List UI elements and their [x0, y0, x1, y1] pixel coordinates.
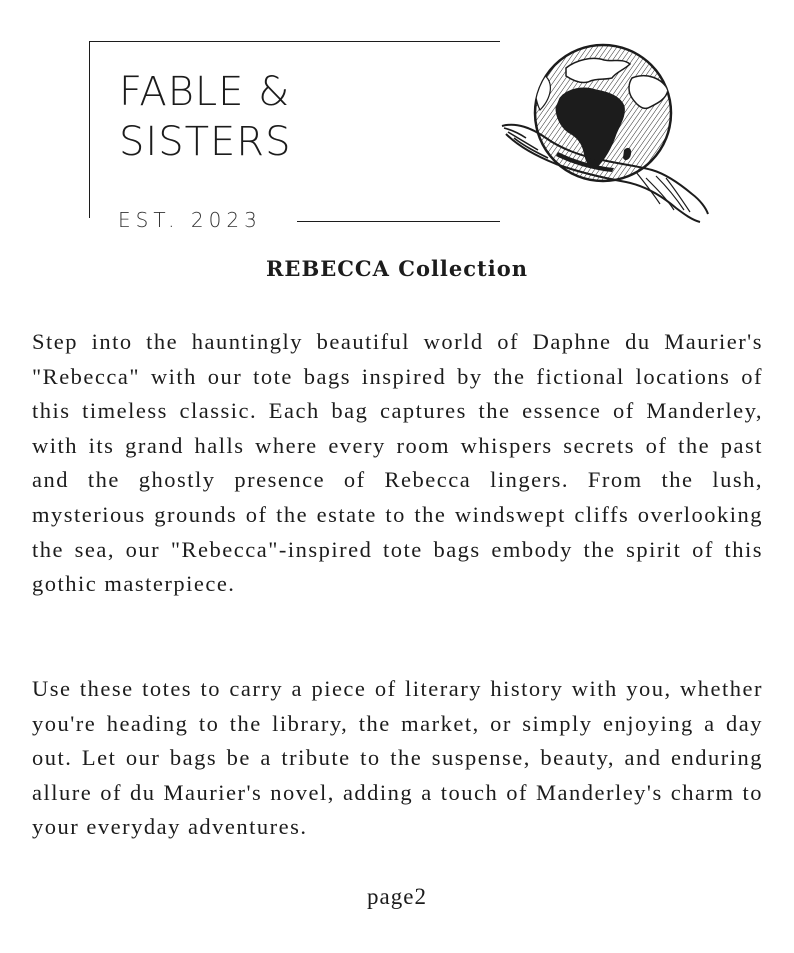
hand-shading [636, 172, 690, 212]
logo-frame-top-line [89, 41, 500, 42]
brand-name-line-2: SISTERS [119, 119, 292, 165]
logo-frame-bottom-line [297, 221, 500, 222]
hands-holding-globe-icon [496, 38, 710, 224]
collection-title: REBECCA Collection [265, 256, 529, 281]
brand-name-line-1: FABLE & [119, 69, 291, 115]
usage-paragraph: Use these totes to carry a piece of literary history with you, whether you're heading to the library, the market, or simply enjoying a day out. Let our bags be a tribute to the suspense, beauty, and enduring allure of du Maurier's novel, adding a touch of Manderley's charm to your everyday adventures. [32, 676, 763, 840]
page-number: page2 [367, 884, 427, 909]
logo-frame-left-line [89, 41, 90, 218]
established-label: EST. 2023 [118, 208, 262, 232]
brand-logo [89, 41, 500, 232]
intro-paragraph: Step into the hauntingly beautiful world of Daphne du Maurier's "Rebecca" with our tote bags inspired by the fictional locations of this timeless classic. Each bag captures the essence of Manderley, with its grand halls where every room whispers secrets of the past and the ghostly presence of Rebecca lingers. From the lush, mysterious grounds of the estate to the windswept cliffs overlooking the sea, our "Rebecca"-inspired tote bags embody the spirit of this gothic masterpiece. [32, 329, 763, 597]
brand-name [119, 67, 291, 167]
